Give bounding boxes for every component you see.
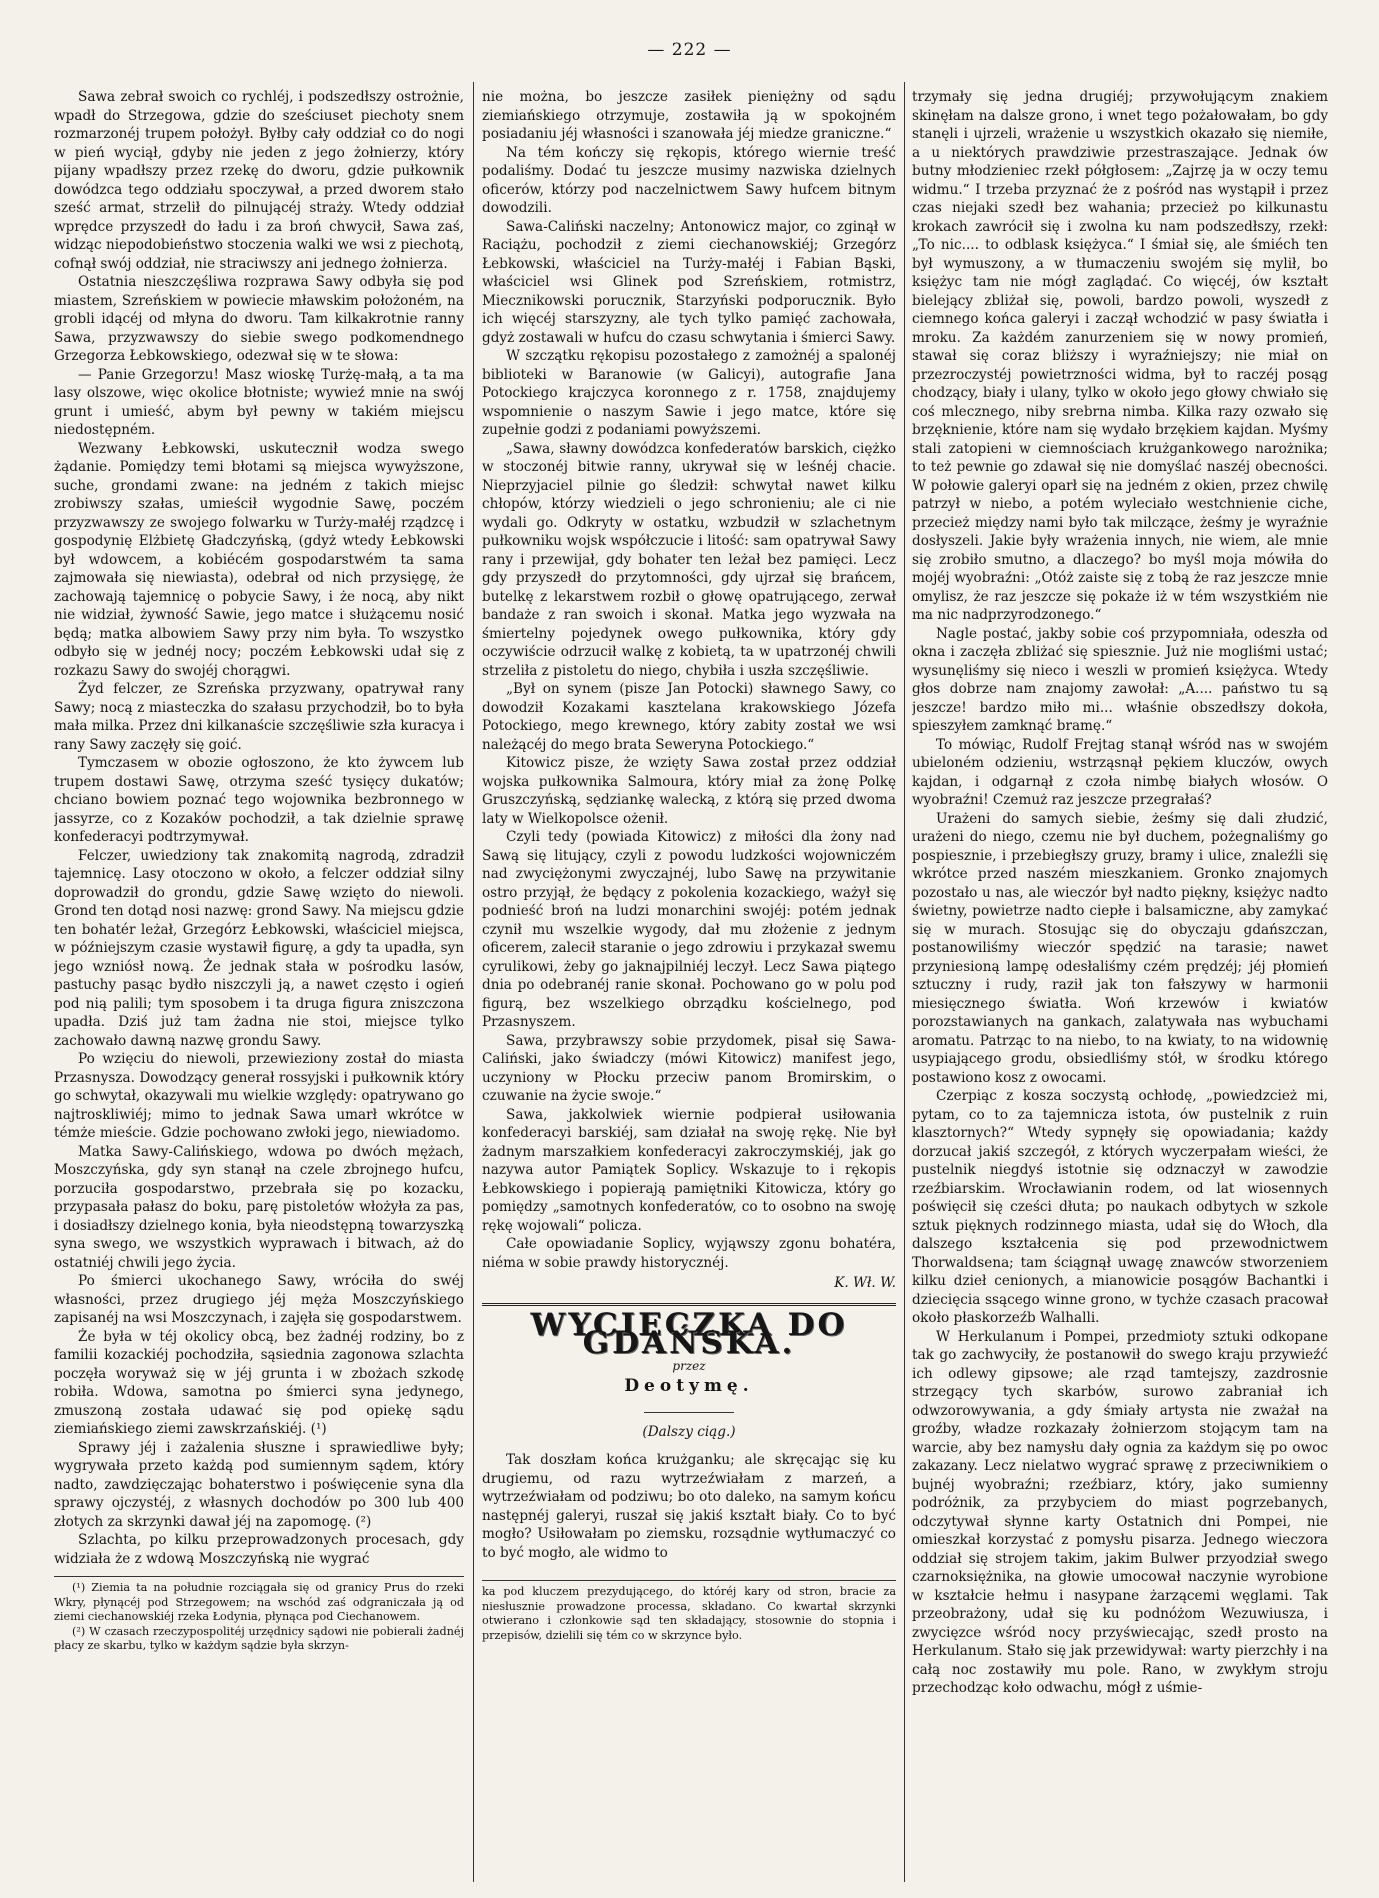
paragraph: Tak doszłam końca krużganku; ale skręcając się ku drugiemu, od razu wytrzeźwiałam z marzeń, a wytrzeźwiałam od podziwu; bo oto daleko, na samym końcu następnéj galeryi, ruszał się jakiś kształt biały. Co to być mogło? Usiłowałam po ziemsku, rozsądnie wytłumaczyć co to być mogło, ale widmo to	[482, 1452, 896, 1561]
paragraph: W Herkulanum i Pompei, przedmioty sztuki odkopane tak go zachwyciły, że postanowił do swego kraju przywieźć ich odlewy gipsowe; ale rząd tamtejszy, zazdrosnie strzegący tych skarbów, surowo zabraniał ich odwzorowywania, a gdy śmiały artysta nie zważał na groźby, władze rozkazały żołnierzom stojącym tam na warcie, aby bez namysłu dały ognia za każdym się po owoc zakazany. Lecz nielatwo wygrać sprawę z przeciwnikiem o bujnéj wyobraźni; rzeźbiarz, który, jako sumienny podróżnik, za przybyciem do miast pogrzebanych, odczytywał słynne karty Ostatnich dni Pompei, nie omieszkał korzystać z pomysłu pisarza. Jednego wieczora oddział się strojem takim, jakim Bulwer przyodział swego czarnoksiężnika, na głowie umocował naczynie wyrobione w kształcie hełmu i nasypane żarzącemi węglami. Tak przeobrażony, udał się ku podnóżom Wezuwiusza, i zwycięzce wśród nocy przyświecając, szedł prosto na Herkulanum. Stało się jak przewidywał: warty pierzchły i na całą noc zostawiły mu pole. Rano, w zwykłym stroju przechodząc koło odwachu, mógł z uśmie-	[912, 1328, 1328, 1696]
column-3	[912, 88, 1328, 1888]
paragraph: Matka Sawy-Calińskiego, wdowa po dwóch mężach, Moszczyńska, gdy syn stanął na czele zbrojnego hufcu, porzuciła gospodarstwo, przebrała się po kozacku, przypasała pałasz do boku, parę pistoletów włożyła za pas, i dosiadłszy dzielnego konia, była nieodstępną towarzyszką syna swego, we wszystkich wyprawach i bitwach, aż do ostatniéj chwili jego życia.	[54, 1143, 464, 1271]
footnote: (²) W czasach rzeczypospolitéj urzędnicy sądowi nie pobierali żadnéj płacy ze skarbu, tylko w każdym sądzie była skrzyn-	[54, 1624, 464, 1652]
paragraph: Nagle postać, jakby sobie coś przypomniała, odeszła od okna i zaczęła zbliżać się spiesznie. Już nie mogliśmi ustać; wysunęliśmy się nieco i weszli w promień księżyca. Wtedy głos dobrze nam znajomy zawołał: „A.... państwo tu są jeszcze! bardzo miło mi... właśnie obszedłszy dokoła, spieszyłem zamknąć bramę.“	[912, 625, 1328, 734]
paragraph: Sawa, przybrawszy sobie przydomek, pisał się Sawa-Caliński, jako świadczy (mówi Kitowicz) manifest jego, uczyniony w Płocku przeciw panom Bromirskim, o czuwanie na życie swoje.“	[482, 1032, 896, 1104]
column-divider-right	[904, 82, 905, 1882]
paragraph: trzymały się jedna drugiéj; przywołującym znakiem skinęłam na dalsze grono, i wnet tego pożałowałam, bo gdy stanęli i ujrzeli, wrażenie u wszystkich okazało się niemiłe, a u niektórych prawdziwie przestraszające. Jednak ów butny młodzieniec rzekł półgłosem: „Zajrzę ja w oczy temu widmu.“ I trzeba przyznać że z pośród nas wystąpił i przez czas niejaki szedł bez wahania; przecież po kilkunastu krokach zawrócił się i zwolna ku nam podszedłszy, rzekł: „To nic.... to odblask księżyca.“ I śmiał się, ale śmiéch ten był wymuszony, a w tłumaczeniu swojém się mylił, bo księżyc tam nie mógł zaglądać. Co więcéj, ów kształt bielejący zbliżał się, powoli, bardzo powoli, wyszedł z ciemnego końca galeryi i zaczął wchodzić w pasy światła i mroku. Za każdém zanurzeniem się w nowy promień, stawał się coraz bliższy i wyraźniejszy; nie miał on przezroczystéj powietrzności widma, był to raczéj posąg chodzący, biały i ulany, tylko w około jego głowy chwiało się coś mlecznego, niby srebrna nimba. Kilka razy ozwało się brzęknienie, które nam się wydało brzękiem kajdan. Myśmy stali zatopieni w ciemnościach krużgankowego narożnika; to też pewnie go zdawał się nie domyślać naszéj obecności. W połowie galeryi oparł się na jedném z okien, przez chwilę patrzył w niebo, a potém wyleciało westchnienie ciche, przecież między nami było tak milczące, żeśmy je wyraźnie dosłyszeli. Jakie były wrażenia innych, nie wiem, ale mnie się zrobiło smutno, a dlaczego? bo myśl moja mówiła do mojéj wyobraźni: „Otóż zaiste się z tobą że raz jeszcze mnie omylisz, że raz jeszcze się pokaże iż w tém wszystkiém nie ma nic nadprzyrodzonego.“	[912, 89, 1328, 623]
paragraph: Że była w téj okolicy obcą, bez żadnéj rodziny, bo z familii kozackiéj pochodziła, sąsiednia zagonowa szlachta poczęła woryważ się w jéj grunta i w zbożach szkodę robiła. Wdowa, samotna po śmierci syna jedynego, zmuszoną została udawać się pod opiekę sądu ziemiańskiego ziemi zawskrzańskiéj. (¹)	[54, 1328, 464, 1437]
paragraph: Czerpiąc z kosza soczystą ochłodę, „powiedzcież mi, pytam, co to za tajemnicza istota, ów pustelnik z ruin klasztornych?“ Wtedy sypnęły się opowiadania; każdy dorzucał jakiś szczegół, z których wyczerpałam wieści, że pustelnik niegdyś istotnie się odznaczył w zawodzie rzeźbiarskim. Wrocławianin rodem, od lat wiosennych poświęcił się cześci dłuta; po naukach odbytych w szkole sztuk pięknych rodzinnego miasta, udał się do Włoch, dla dalszego kształcenia się pod przewodnictwem Thorwaldsena; tam ściągnął uwagę znawców stworzeniem kilku dzieł cenionych, a mianowicie posągów Bachantki i dziecięcia ssącego winne grono, w tychże czasach pracował około płaskorzeźb Walhalli.	[912, 1088, 1328, 1326]
paragraph: W szczątku rękopisu pozostałego z zamożnéj a spalonéj biblioteki w Baranowie (w Galicyi), autografie Jana Potockiego krajczyca koronnego z r. 1758, znajdujemy wspomnienie o naszym Sawie i jego matce, które się zupełnie godzi z podaniami powyższemi.	[482, 348, 896, 438]
paragraph: To mówiąc, Rudolf Frejtag stanął wśród nas w swojém ubieloném odzieniu, wstrząsnął pękiem kluczów, owych kajdan, i odgarnął z czoła nimbę białych włosów. O wyobraźni! Czemuż raz jeszcze przegrałaś?	[912, 736, 1328, 808]
paragraph: Sawa, jakkolwiek wiernie podpierał usiłowania konfederacyi barskiéj, sam działał na swoję rękę. Nie był żadnym marszałkiem konfederacyi zakroczymskiéj, jak go nazywa autor Pamiątek Soplicy. Wskazuje to i rękopis Łebkowskiego i popierają pamiętniki Kitowicza, który go pomiędzy „samotnych konfederatów, co to osobno na swoję rękę wojowali“ policza.	[482, 1106, 896, 1234]
column-divider-left	[473, 82, 474, 1882]
paragraph: Sprawy jéj i zażalenia słuszne i sprawiedliwe były; wygrywała przeto każdą pod sumiennym sądem, który nadto, zawdzięczając bohaterstwo i poświęcenie syna dla sprawy ojczystéj, z własnych dochodów po 300 lub 400 złotych za skrzynki dawał jéj na zapomogę. (²)	[54, 1439, 464, 1530]
article-byline: przez	[672, 1358, 706, 1373]
paragraph: Wezwany Łebkowski, uskutecznił wodza swego żądanie. Pomiędzy temi błotami są miejsca wywyższone, suche, grondami zwane: na jedném z takich miejsc zrobiwszy szałas, umieścił wygodnie Sawę, poczém przyzwawszy ze swojego folwarku w Turży-małéj rządzcę i gospodynię Elżbietę Gładczyńską, (gdyż wtedy Łebkowski był wdowcem, a kobiécém gospodarstwém ta sama zajmowała się niewiasta), odebrał od nich przysięgę, że zachowają tajemnicę o pobycie Sawy, i że nocą, aby nikt nie widział, żywność Sawie, jego matce i służącemu nosić będą; matka albowiem Sawy przy nim była. To wszystko odbyło się w jednéj nocy; poczém Łebkowski udał się z rozkazu Sawy do swojéj chorągwi.	[54, 440, 464, 679]
continuation-note: (Dalszy ciąg.)	[642, 1423, 736, 1440]
paragraph: Sawa-Caliński naczelny; Antonowicz major, co zginął w Raciążu, pochodził z ziemi ciechanowskiéj; Grzegórz Łebkowski, właściciel na Turży-małéj i Fabian Bąski, właściciel wsi Glinek pod Szreńskiem, rotmistrz, Miecznikowski porucznik, Starzyński podporucznik. Było ich więcéj starszyzny, ale tych tylko pamięć zachowała, gdyż zostawali w hufcu do czasu schwytania i śmierci Sawy.	[482, 218, 896, 346]
paragraph: Po śmierci ukochanego Sawy, wróciła do swéj własności, przez drugiego jéj męża Moszczyńskiego zapisanéj na wsi Moszczynach, i zajęła się gospodarstwem.	[54, 1273, 464, 1326]
column-2	[482, 88, 896, 1888]
paragraph: Żyd felczer, ze Szreńska przyzwany, opatrywał rany Sawy; nocą z miasteczka do szałasu przychodził, bo to była mała milka. Przez dni kilkanaście szczęśliwie szła kuracya i rany Sawy zaczęły się goić.	[54, 681, 464, 753]
footnote: ka pod kluczem prezydującego, do któréj kary od stron, bracie za niesłusznie prowadzone processa, składano. Co kwartał skrzynki otwierano i członkowie sąd ten składający, stosownie do stopnia i przepisów, dzielili się tém co w skrzynce było.	[482, 1585, 896, 1642]
section-separator	[482, 1303, 896, 1306]
paragraph: Po wzięciu do niewoli, przewieziony został do miasta Przasnysza. Dowodzący generał rossyjski i pułkownik który go schwytał, okazywali mu wielkie względy: opatrywano go najtroskliwiéj; mimo to jednak Sawa umarł wkrótce w témże mieście. Gdzie pochowano zwłoki jego, niewiadomo.	[54, 1051, 464, 1141]
paragraph: Tymczasem w obozie ogłoszono, że kto żywcem lub trupem dostawi Sawę, otrzyma sześć tysięcy dukatów; chciano bowiem poznać tego wojownika bezbronnego w jassyrze, co z Kozaków pochodził, a tak dzielnie sprawę konfederacyi podtrzymywał.	[54, 755, 464, 845]
footnotes-col2	[482, 1580, 896, 1643]
paragraph: Kitowicz pisze, że wzięty Sawa został przez oddział wojska pułkownika Salmoura, który miał za żonę Polkę Gruszczyńską, sędziankę walecką, z którą się przed dwoma laty w Wielkopolsce ożenił.	[482, 755, 896, 827]
paragraph: Sawa zebrał swoich co rychléj, i podszedłszy ostrożnie, wpadł do Strzegowa, gdzie do sześciuset piechoty snem rozmarzonéj trupem położył. Byłby cały oddział co do nogi w pień wyciął, gdyby nie jeden z jego żołnierzy, który pijany wpadłszy przez rzekę do dworu, gdzie pułkownik dowódzca tego oddziału spoczywał, a przed dworem stało sześć armat, strzelił do pilnującéj straży. Wtedy oddział wprędce przyszedł do ładu i za broń chwycił, Sawa zaś, widząc niepodobieństwo stoczenia walki we wsi z piechotą, cofnął swój oddział, nie straciwszy ani jednego żołnierza.	[54, 89, 464, 272]
paragraph: — Panie Grzegorzu! Masz wioskę Turżę-małą, a ta ma lasy olszowe, więc okolice błotniste; wywieź mnie na swój grunt i umieść, abym był pewny w takiém miejscu niedostępném.	[54, 366, 464, 438]
article-author: Deotymę.	[624, 1376, 754, 1396]
paragraph: Felczer, uwiedziony tak znakomitą nagrodą, zdradził tajemnicę. Lasy otoczono w około, a felczer oddział silny doprowadził do grondu, gdzie Sawę wzięto do niewoli. Grond ten dotąd nosi nazwę: grond Sawy. Na miejscu gdzie ten bohatér leżał, Grzegórz Łebkowski, właściciel miejsca, w późniejszym czasie wystawił figurę, a gdy ta upadła, syn jego wzniósł nową. Że jednak stała w pośrodku lasów, pastuchy pasąc bydło niszczyli ją, a nawet często i ogień pod nią palili; tym sposobem i ta druga figura zniszczona upadła. Dziś już tam żadna nie stoi, miejsce tylko zachowało dawną nazwę grondu Sawy.	[54, 847, 464, 1049]
footnotes-col1	[54, 1576, 464, 1654]
paragraph: nie można, bo jeszcze zasiłek pieniężny od sądu ziemiańskiego otrzymuje, zostawiła ją w spokojném posiadaniu jéj własności i szanowała jéj miedze graniczne.“	[482, 89, 896, 142]
footnote: (¹) Ziemia ta na południe rozciągała się od granicy Prus do rzeki Wkry, płynącéj pod Strzegowem; na wschód zaś odgraniczała ją od ziemi ciechanowskiéj rzeka Łodynia, płynąca pod Ciechanowem.	[54, 1581, 464, 1623]
paragraph: Urażeni do samych siebie, żeśmy się dali złudzić, urażeni do niego, czemu nie był duchem, pożegnaliśmy go pospiesznie, i przebiegłszy gruzy, bramy i ulice, znaleźli się wkrótce przed naszém mieszkaniem. Gronko znajomych pozostało u nas, ale wieczór był nadto piękny, księżyc nadto świetny, powietrze nadto ciepłe i balsamiczne, aby zamykać się w murach. Stosując się do obyczaju gdańszczan, postanowiliśmy wieczór spędzić na tarasie; nawet przyniesioną lampę odesłaliśmy czém prędzéj; jéj płomień sztuczny i rudy, raził jak ton fałszywy w harmonii miesięcznego światła. Woń krzewów i kwiatów porozstawianych na gankach, zalatywała nas wybuchami aromatu. Patrząc to na niebo, to na kwiaty, to na widownię usypiającego grodu, obsiedliśmy stół, w środku którego postawiono kosz z owocami.	[912, 810, 1328, 1086]
paragraph: „Był on synem (pisze Jan Potocki) sławnego Sawy, co dowodził Kozakami kasztelana krakowskiego Józefa Potockiego, mego krewnego, który zabity został we wsi należącéj do mego brata Seweryna Potockiego.“	[482, 681, 896, 753]
page-number: — 222 —	[647, 40, 732, 60]
paragraph: „Sawa, sławny dowódzca konfederatów barskich, ciężko w stoczonéj bitwie ranny, ukrywał się w leśnéj chacie. Nieprzyjaciel pilnie go śledził: schwytał nawet kilku chłopów, którzy wiedzieli o jego schronieniu; ale ci nie wydali go. Odkryty w ostatku, wzbudził w szlachetnym pułkowniku wojsk współczucie i litość: sam opatrywał Sawy rany i przewijał, gdy bohater ten leżał bez pamięci. Lecz gdy przyszedł do przytomności, gdy ujrzał się brańcem, butelkę z lekarstwem rozbił o głowę opatrującego, zerwał bandaże z ran swoich i skonał. Matka jego wyzwała na śmiertelny pojedynek owego pułkownika, który gdy oczywiście odrzucił walkę z kobietą, ta w upatrzonéj chwili strzeliła z pistoletu do niego, chybiła i uszła szczęśliwie.	[482, 440, 896, 679]
paragraph: Ostatnia nieszczęśliwa rozprawa Sawy odbyła się pod miastem, Szreńskiem w powiecie mławskim położoném, na grobli idącéj od młyna do dworu. Tam kilkakrotnie ranny Sawa, przyzwawszy do siebie swego podkomendnego Grzegorza Łebkowskiego, odezwał się w te słowa:	[54, 274, 464, 364]
article-title: WYCIECZKA DO GDAŃSKA.	[530, 1306, 848, 1361]
column-1	[54, 88, 464, 1888]
signature: K. Wł. W.	[834, 1275, 896, 1291]
short-rule	[644, 1412, 734, 1413]
paragraph: Całe opowiadanie Soplicy, wyjąwszy zgonu bohatéra, niéma w sobie prawdy historycznéj.	[482, 1236, 896, 1271]
paragraph: Szlachta, po kilku przeprowadzonych procesach, gdy widziała że z wdową Moszczyńską nie wygrać	[54, 1532, 464, 1567]
paragraph: Na tém kończy się rękopis, którego wiernie treść podaliśmy. Dodać tu jeszcze musimy nazwiska dzielnych oficerów, którzy pod naczelnictwem Sawy hufcem bitnym dowodzili.	[482, 144, 896, 216]
paragraph: Czyli tedy (powiada Kitowicz) z miłości dla żony nad Sawą się litujący, czyli z powodu ludzkości wojowniczém nad zwyciężonymi zwyczajnéj, lubo Sawę na przywitanie ostro przyjął, że będący z pokolenia kozackiego, ważył się podnieść broń na ludzi monarchini swojéj: potém jednak czynił mu wszelkie wygody, dał mu złożenie z jednym oficerem, zalecił staranie o jego zdrowiu i przykazał swemu cyrulikowi, żeby go jaknajpilniéj leczył. Lecz Sawa piątego dnia po odebranéj ranie skonał. Pochowano go w polu pod figurą, bez wszelkiego obrządku kościelnego, pod Przasnyszem.	[482, 829, 896, 1030]
